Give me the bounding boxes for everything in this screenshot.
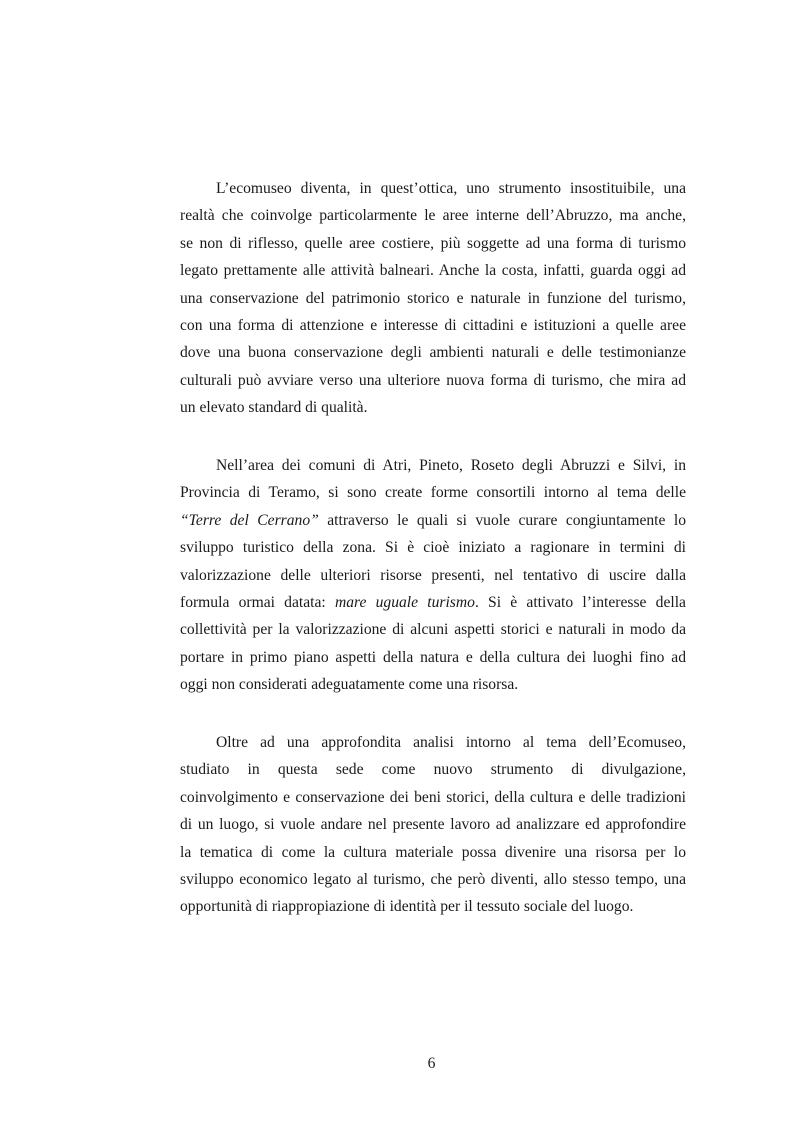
text-line: legato prettamente alle attività balneari. Anche la costa, infatti, guarda oggi ad: [180, 262, 686, 280]
text-line: se non di riflesso, quelle aree costiere, più soggette ad una forma di turismo: [180, 234, 686, 252]
text-line: un elevato standard di qualità.: [180, 399, 368, 417]
text-line: Nell’area dei comuni di Atri, Pineto, Roseto degli Abruzzi e Silvi, in: [216, 457, 686, 474]
text-line: Provincia di Teramo, si sono create forme consortili intorno al tema delle: [180, 484, 686, 502]
paragraph-ecomuseo-intro: [180, 175, 686, 422]
text-run: formula ormai datata:: [180, 593, 335, 611]
text-line: di un luogo, si vuole andare nel presente lavoro ad analizzare ed approfondire: [180, 816, 686, 834]
text-line: opportunità di riappropiazione di identità per il tessuto sociale del luogo.: [180, 898, 634, 916]
text-line: dove una buona conservazione degli ambienti naturali e delle testimonianze: [180, 344, 686, 362]
page-number: 6: [427, 1055, 436, 1072]
text-line: la tematica di come la cultura materiale possa divenire una risorsa per lo: [180, 843, 686, 861]
text-run: attraverso le quali si vuole curare congiuntamente lo: [318, 511, 687, 529]
italic-phrase: “Terre del Cerrano”: [180, 511, 319, 529]
text-run: . Si è attivato l’interesse della: [474, 593, 686, 611]
text-line: [180, 589, 686, 616]
text-line: valorizzazione delle ulteriori risorse presenti, nel tentativo di uscire dalla: [180, 566, 686, 584]
paragraph-terre-del-cerrano: [180, 452, 686, 699]
text-line: oggi non considerati adeguatamente come una risorsa.: [180, 676, 519, 694]
text-line: studiato in questa sede come nuovo strumento di divulgazione,: [180, 761, 686, 779]
text-line: coinvolgimento e conservazione dei beni storici, della cultura e delle tradizioni: [180, 788, 686, 806]
text-line: [180, 507, 686, 534]
text-line: sviluppo economico legato al turismo, che però diventi, allo stesso tempo, una: [180, 870, 686, 888]
text-line: realtà che coinvolge particolarmente le aree interne dell’Abruzzo, ma anche,: [180, 207, 686, 225]
text-line: con una forma di attenzione e interesse di cittadini e istituzioni a quelle aree: [180, 316, 686, 334]
text-line: sviluppo turistico della zona. Si è cioè iniziato a ragionare in termini di: [180, 539, 686, 557]
text-line: culturali può avviare verso una ulteriore nuova forma di turismo, che mira ad: [180, 371, 686, 389]
text-line: portare in primo piano aspetti della natura e della cultura dei luoghi fino ad: [180, 648, 686, 666]
text-line: L’ecomuseo diventa, in quest’ottica, uno strumento insostituibile, una: [216, 180, 686, 197]
paragraph-cultura-materiale: [180, 729, 686, 921]
text-line: una conservazione del patrimonio storico e naturale in funzione del turismo,: [180, 289, 686, 307]
text-line: Oltre ad una approfondita analisi intorno al tema dell’Ecomuseo,: [216, 734, 686, 751]
text-line: collettività per la valorizzazione di alcuni aspetti storici e naturali in modo da: [180, 621, 686, 639]
italic-phrase: mare uguale turismo: [334, 593, 475, 611]
